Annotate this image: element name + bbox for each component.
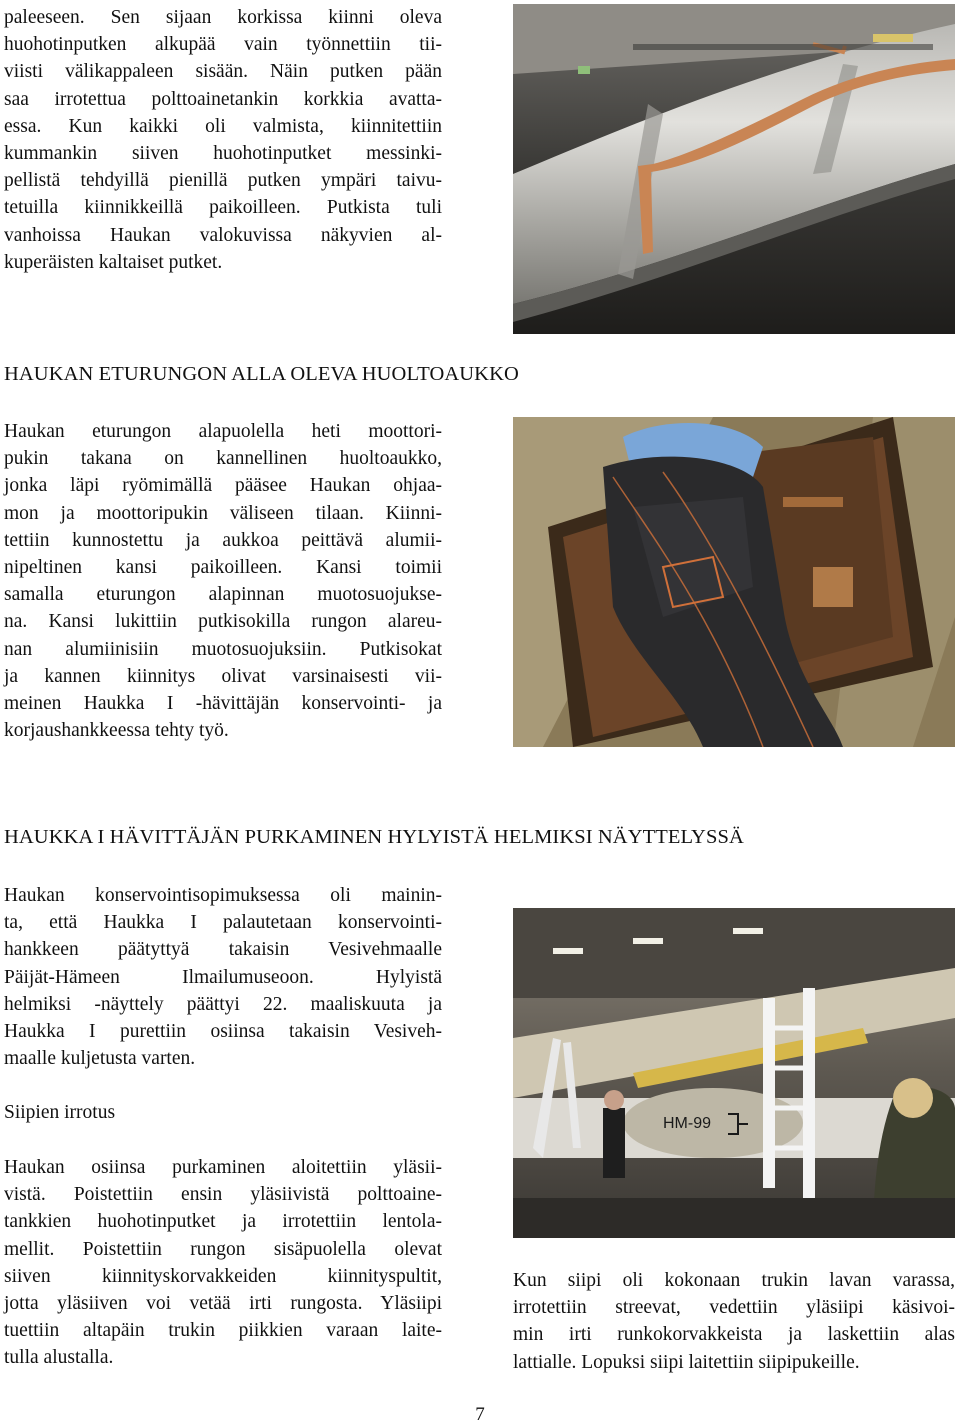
paragraph-maintenance-hatch <box>4 418 442 744</box>
text-line: korjaushankkeessa tehty työ. <box>4 720 229 742</box>
text-line: kummankin siiven huohotinputket messinki- <box>4 143 442 165</box>
subheading-text: Siipien irrotus <box>4 1102 116 1123</box>
text-line: kuperäisten kaltaiset putket. <box>4 251 223 273</box>
photo-caption <box>513 1267 955 1376</box>
caption-line: Kun siipi oli kokonaan trukin lavan varassa, <box>513 1270 955 1291</box>
text-line: mellit. Poistettiin rungon sisäpuolella olevat <box>4 1238 442 1260</box>
section-heading-maintenance-hatch: HAUKAN ETURUNGON ALLA OLEVA HUOLTOAUKKO <box>4 363 519 385</box>
text-line: viisti välikappaleen sisään. Näin putken pään <box>4 61 442 83</box>
text-line: pukin takana on kannellinen huoltoaukko, <box>4 448 442 470</box>
text-line: hankkeen päätyttyä takaisin Vesivehmaalle <box>4 939 442 961</box>
text-line: mon ja moottoripukin väliseen tilaan. Kiinni- <box>4 502 442 524</box>
page-number: 7 <box>475 1404 485 1425</box>
paragraph-fuel-vent-pipes <box>4 4 442 276</box>
text-line: saa irrotettua polttoainetankin korkkia avatta- <box>4 88 442 110</box>
plane-code-label: HM-99 <box>663 1115 712 1132</box>
text-line: Päijät-Hämeen Ilmailumuseoon. Hylyistä <box>4 966 442 988</box>
text-line: nipeltinen kansi paikoilleen. Kansi toimii <box>4 557 442 579</box>
text-line: essa. Kun kaikki oli valmista, kiinnitettiin <box>4 115 442 137</box>
text-line: Haukan osiinsa purkaminen aloitettiin yläsii- <box>4 1157 442 1178</box>
text-line: Haukka I purettiin osiinsa takaisin Vesiveh- <box>4 1021 442 1043</box>
text-line: paleeseen. Sen sijaan korkissa kiinni oleva <box>4 7 442 28</box>
paragraph-wing-removal <box>4 1154 442 1372</box>
caption-line: irrotettiin streevat, vedettiin yläsiipi käsivoi- <box>513 1297 955 1319</box>
text-line: nan alumiinisiin muotosuojuksiin. Putkisokat <box>4 638 442 660</box>
text-line: tulla alustalla. <box>4 1347 114 1369</box>
text-line: tankkien huohotinputket ja irrotettiin lentola- <box>4 1211 442 1233</box>
text-line: jotta yläsiiven voi vetää irti rungosta. Yläsiipi <box>4 1293 442 1315</box>
photo-wing-vent-pipe <box>513 4 955 334</box>
text-line: vistä. Poistettiin ensin yläsiivistä polttoaine- <box>4 1184 442 1206</box>
text-line: tetuilla kiinnikkeillä paikoilleen. Putkista tuli <box>4 197 442 219</box>
text-line: tuettiin altapäin trukin piikkien varaan laite- <box>4 1320 442 1342</box>
subheading-wing-removal <box>4 1099 442 1126</box>
caption-line: lattialle. Lopuksi siipi laitettiin siipipukeille. <box>513 1351 860 1373</box>
text-line: ta, että Haukka I palautetaan konservointi- <box>4 912 442 934</box>
text-line: na. Kansi lukittiin putkisokilla rungon alareu- <box>4 611 442 633</box>
text-line: ja kannen kiinnitys olivat varsinaisesti vii- <box>4 665 442 687</box>
text-line: Haukan eturungon alapuolella heti moottori- <box>4 421 442 442</box>
text-line: helmiksi -näyttely päättyi 22. maaliskuuta ja <box>4 993 442 1015</box>
photo-biplane-forklift <box>513 908 955 1238</box>
text-line: huohotinputken alkupää vain työnnettiin tii- <box>4 34 442 56</box>
section-heading-disassembly: HAUKKA I HÄVITTÄJÄN PURKAMINEN HYLYISTÄ HELMIKSI NÄYTTELYSSÄ <box>4 826 744 848</box>
text-line: tettiin kunnostettu ja aukkoa peittävä alumii- <box>4 529 442 551</box>
text-line: samalla eturungon alapinnan muotosuojukse- <box>4 584 442 606</box>
photo-person-in-hatch <box>513 417 955 747</box>
text-line: Haukan konservointisopimuksessa oli mainin- <box>4 885 442 906</box>
text-line: meinen Haukka I -hävittäjän konservointi- ja <box>4 693 442 715</box>
paragraph-conservation-agreement <box>4 882 442 1072</box>
text-line: jonka läpi ryömimällä pääsee Haukan ohjaa- <box>4 475 442 497</box>
text-line: pellistä tehdyillä pienillä putken ympäri taivu- <box>4 170 442 192</box>
text-line: siiven kiinnityskorvakkeiden kiinnityspultit, <box>4 1265 442 1287</box>
caption-line: min irti runkokorvakkeista ja laskettiin alas <box>513 1324 955 1346</box>
text-line: vanhoissa Haukan valokuvissa näkyvien al- <box>4 224 442 246</box>
text-line: maalle kuljetusta varten. <box>4 1048 196 1070</box>
